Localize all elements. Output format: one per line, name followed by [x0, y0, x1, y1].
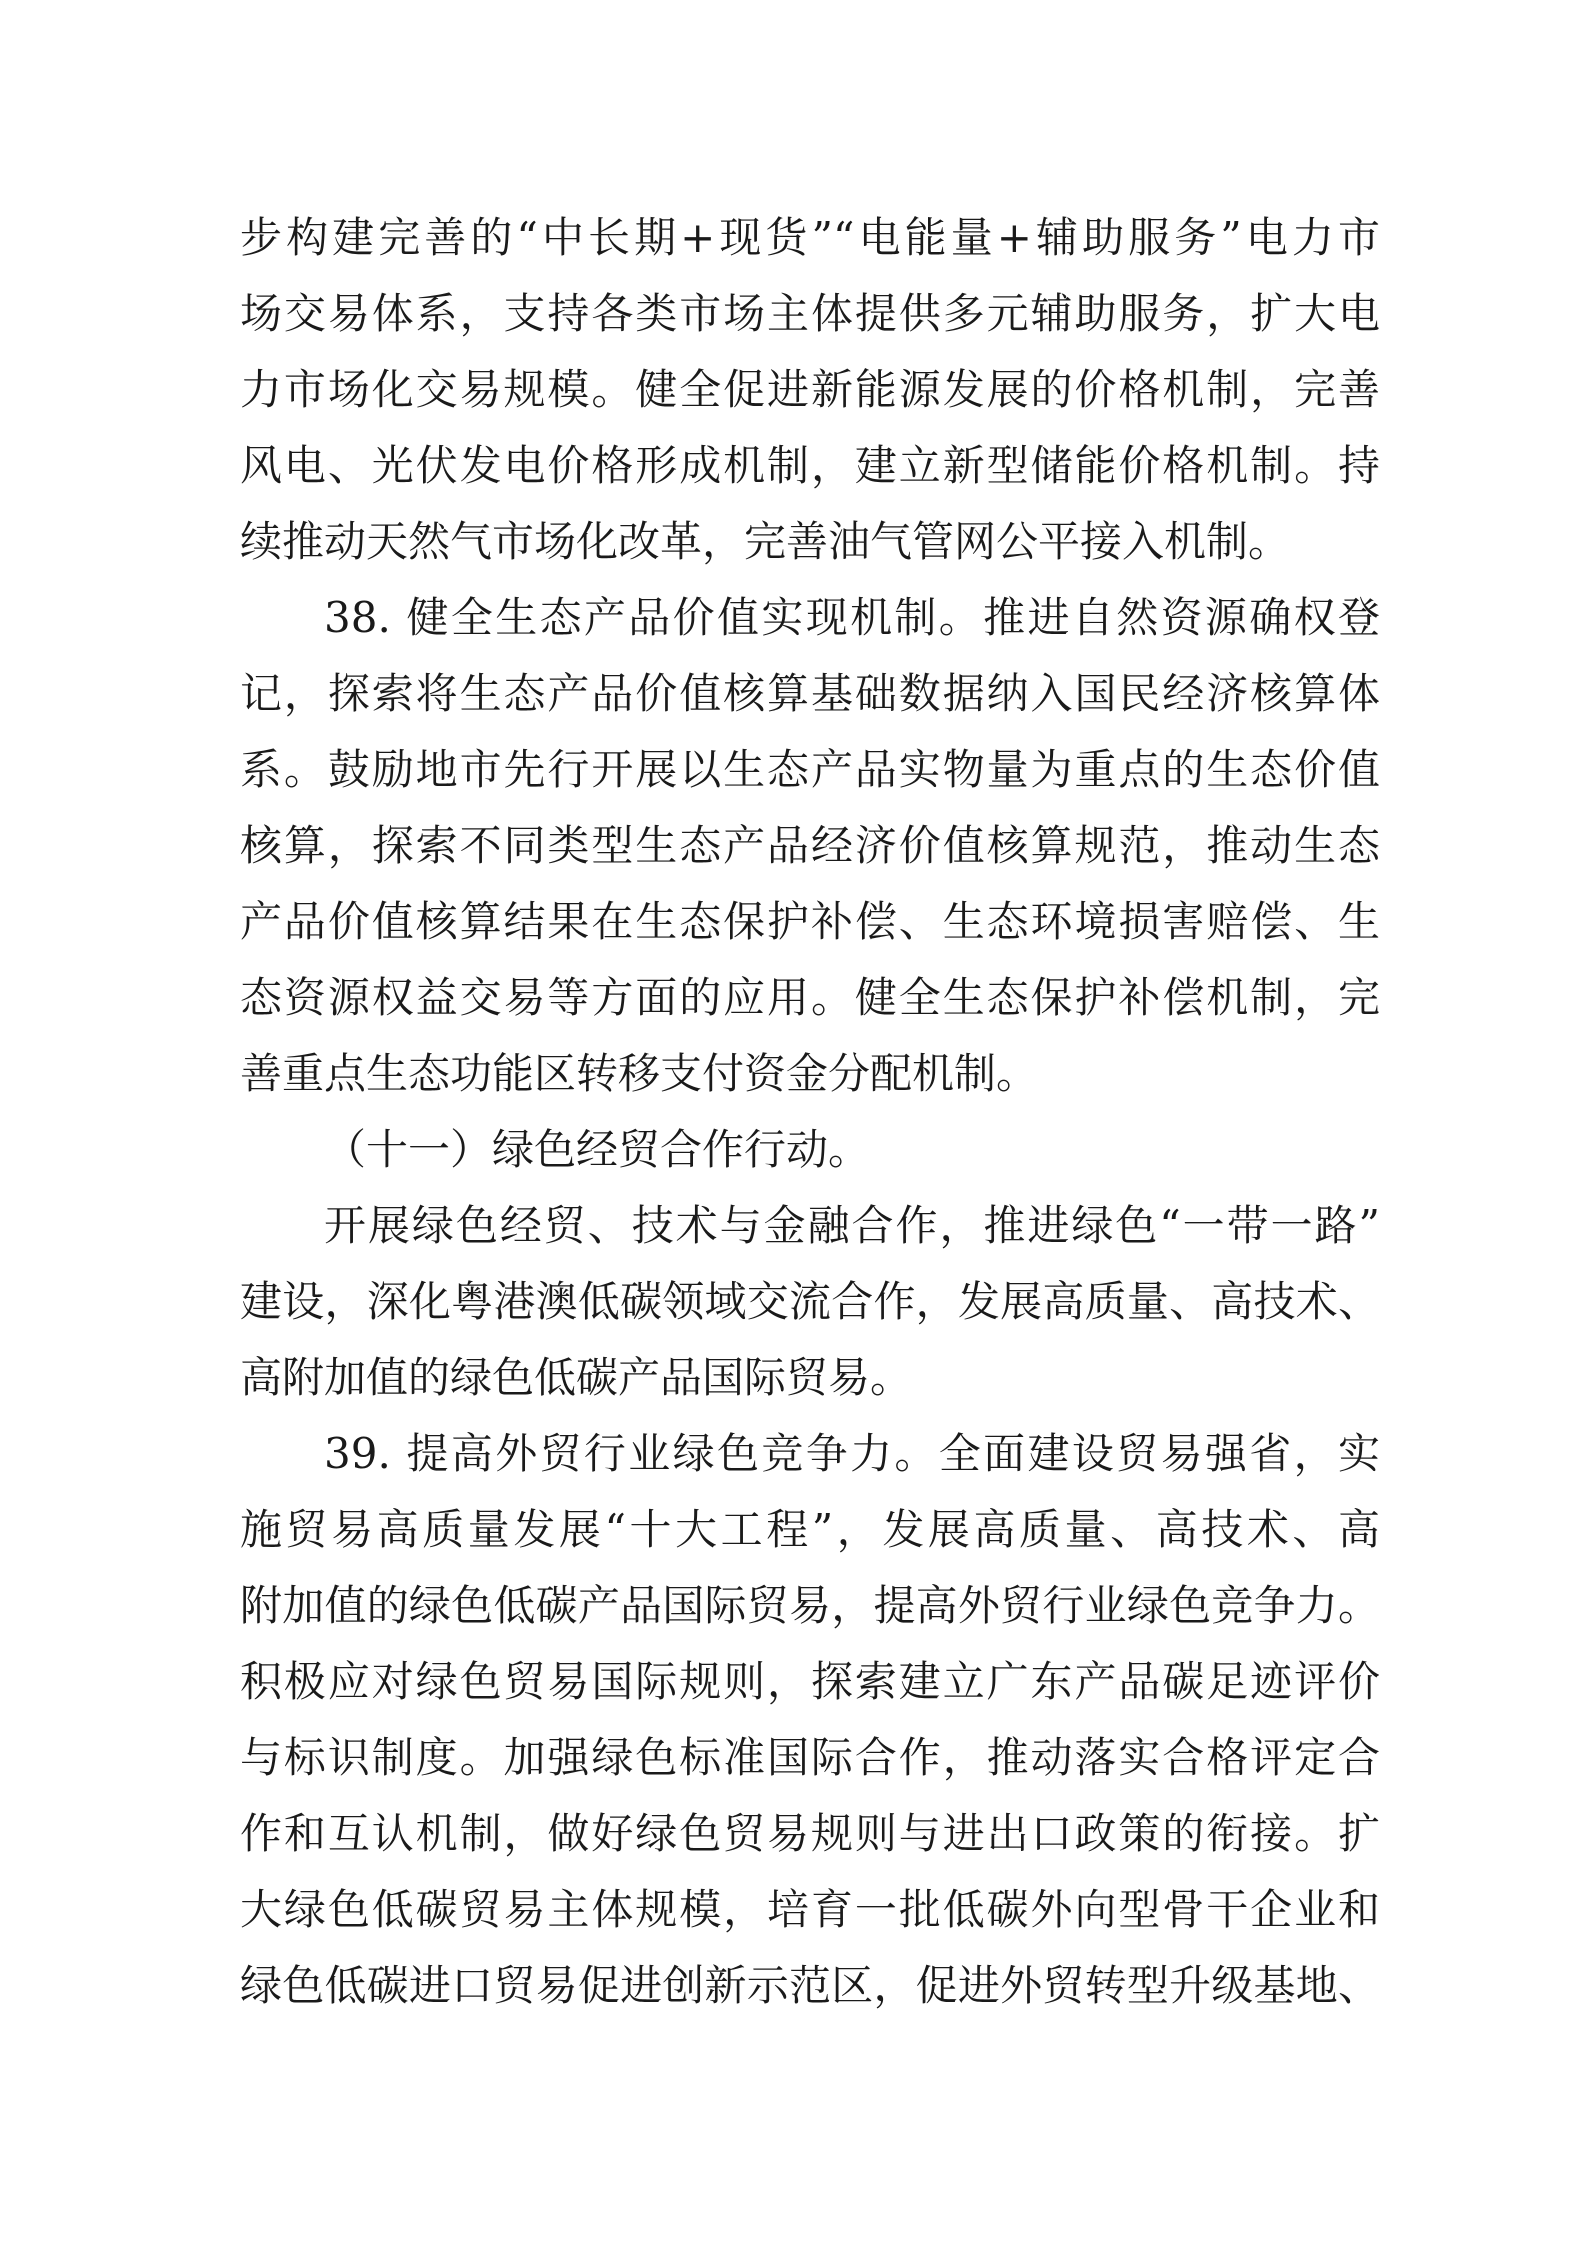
- text-line: 施贸易高质量发展“十大工程”，发展高质量、高技术、高: [240, 1505, 1380, 1554]
- text-line: 风电、光伏发电价格形成机制，建立新型储能价格机制。持: [240, 441, 1380, 490]
- text-line: 系。鼓励地市先行开展以生态产品实物量为重点的生态价值: [240, 745, 1380, 794]
- section-38-heading-line: 38. 健全生态产品价值实现机制。推进自然资源确权登: [324, 593, 1380, 642]
- subsection-heading: （十一）绿色经贸合作行动。: [324, 1125, 871, 1174]
- text-line: 大绿色低碳贸易主体规模，培育一批低碳外向型骨干企业和: [240, 1885, 1380, 1934]
- text-line: 力市场化交易规模。健全促进新能源发展的价格机制，完善: [240, 365, 1380, 414]
- text-line: 续推动天然气市场化改革，完善油气管网公平接入机制。: [240, 517, 1291, 566]
- text-line: 与标识制度。加强绿色标准国际合作，推动落实合格评定合: [240, 1733, 1380, 1782]
- text-line: 记，探索将生态产品价值核算基础数据纳入国民经济核算体: [240, 669, 1380, 718]
- text-line: 开展绿色经贸、技术与金融合作，推进绿色“一带一路”: [324, 1201, 1380, 1250]
- text-line: 高附加值的绿色低碳产品国际贸易。: [240, 1353, 913, 1402]
- text-line: 建设，深化粤港澳低碳领域交流合作，发展高质量、高技术、: [240, 1277, 1380, 1326]
- text-line: 产品价值核算结果在生态保护补偿、生态环境损害赔偿、生: [240, 897, 1380, 946]
- text-line: 作和互认机制，做好绿色贸易规则与进出口政策的衔接。扩: [240, 1809, 1380, 1858]
- text-line: 附加值的绿色低碳产品国际贸易，提高外贸行业绿色竞争力。: [240, 1581, 1380, 1630]
- text-line: 场交易体系，支持各类市场主体提供多元辅助服务，扩大电: [240, 289, 1380, 338]
- text-line: 态资源权益交易等方面的应用。健全生态保护补偿机制，完: [240, 973, 1380, 1022]
- section-39-heading-line: 39. 提高外贸行业绿色竞争力。全面建设贸易强省，实: [324, 1429, 1380, 1478]
- text-line: 善重点生态功能区转移支付资金分配机制。: [240, 1049, 1039, 1098]
- text-line: 绿色低碳进口贸易促进创新示范区，促进外贸转型升级基地、: [240, 1961, 1380, 2010]
- text-line: 步构建完善的“中长期+现货”“电能量+辅助服务”电力市: [240, 213, 1380, 262]
- text-line: 积极应对绿色贸易国际规则，探索建立广东产品碳足迹评价: [240, 1657, 1380, 1706]
- text-line: 核算，探索不同类型生态产品经济价值核算规范，推动生态: [240, 821, 1380, 870]
